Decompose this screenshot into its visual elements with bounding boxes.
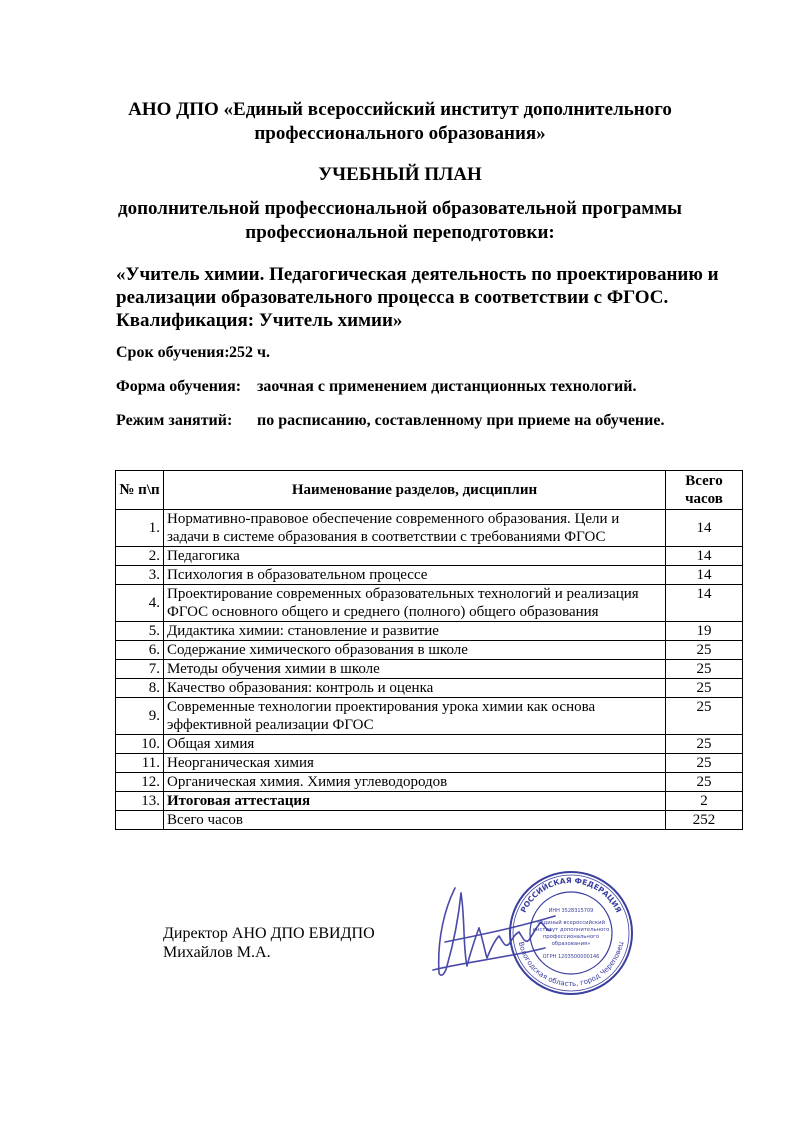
header-name: Наименование разделов, дисциплин bbox=[164, 471, 666, 510]
total-row bbox=[116, 811, 743, 830]
row-number: 11. bbox=[116, 754, 164, 773]
document-title: УЧЕБНЫЙ ПЛАН bbox=[318, 164, 482, 185]
svg-text:ИНН 3528315709: ИНН 3528315709 bbox=[548, 908, 594, 914]
director-block bbox=[163, 924, 375, 962]
table-row bbox=[116, 792, 743, 811]
row-hours: 25 bbox=[666, 754, 743, 773]
row-name: Итоговая аттестация bbox=[164, 792, 666, 811]
table-row bbox=[116, 585, 743, 622]
director-position: Директор АНО ДПО ЕВИДПО bbox=[163, 925, 375, 942]
program-title: «Учитель химии. Педагогическая деятельность по проектированию и реализации образовательного процесса в соответствии с ФГОС. Квалификация: Учитель химии» bbox=[116, 264, 719, 331]
row-name: Педагогика bbox=[164, 547, 666, 566]
row-name: Общая химия bbox=[164, 735, 666, 754]
program-type bbox=[0, 197, 800, 245]
table-header-row bbox=[116, 471, 743, 510]
row-name: Современные технологии проектирования урока химии как основа эффективной реализации ФГОС bbox=[164, 698, 666, 735]
row-number: 10. bbox=[116, 735, 164, 754]
mode-row bbox=[116, 411, 665, 431]
row-number: 6. bbox=[116, 641, 164, 660]
mode-value: по расписанию, составленному при приеме на обучение. bbox=[257, 412, 665, 429]
row-number: 9. bbox=[116, 698, 164, 735]
row-name: Качество образования: контроль и оценка bbox=[164, 679, 666, 698]
row-hours: 14 bbox=[666, 566, 743, 585]
table-row bbox=[116, 622, 743, 641]
row-number: 7. bbox=[116, 660, 164, 679]
total-hours: 252 bbox=[666, 811, 743, 830]
row-number: 2. bbox=[116, 547, 164, 566]
header-number: № п\п bbox=[116, 471, 164, 510]
row-name: Неорганическая химия bbox=[164, 754, 666, 773]
row-hours: 25 bbox=[666, 660, 743, 679]
total-empty-cell bbox=[116, 811, 164, 830]
row-name: Нормативно-правовое обеспечение современного образования. Цели и задачи в системе образования в соответствии с требованиями ФГОС bbox=[164, 510, 666, 547]
institute-name: АНО ДПО «Единый всероссийский институт дополнительного профессионального образования» bbox=[128, 99, 672, 144]
row-hours: 14 bbox=[666, 510, 743, 547]
curriculum-table bbox=[115, 470, 743, 830]
row-hours: 14 bbox=[666, 547, 743, 566]
table-row bbox=[116, 547, 743, 566]
svg-text:профессионального: профессионального bbox=[542, 934, 600, 940]
table-row bbox=[116, 679, 743, 698]
row-hours: 25 bbox=[666, 679, 743, 698]
row-number: 8. bbox=[116, 679, 164, 698]
row-hours: 25 bbox=[666, 773, 743, 792]
form-label: Форма обучения: bbox=[116, 378, 242, 395]
row-number: 13. bbox=[116, 792, 164, 811]
row-hours: 25 bbox=[666, 735, 743, 754]
table-row bbox=[116, 698, 743, 735]
duration-row bbox=[116, 343, 271, 363]
table-row bbox=[116, 510, 743, 547]
svg-text:ОГРН 1203500000146: ОГРН 1203500000146 bbox=[542, 954, 600, 960]
row-hours: 25 bbox=[666, 641, 743, 660]
svg-text:Вологодская область, город Чер: Вологодская область, город Череповец bbox=[516, 941, 626, 989]
table-row bbox=[116, 660, 743, 679]
row-number: 12. bbox=[116, 773, 164, 792]
table-row bbox=[116, 754, 743, 773]
table-row bbox=[116, 773, 743, 792]
row-name: Содержание химического образования в школе bbox=[164, 641, 666, 660]
form-row bbox=[116, 377, 637, 397]
table-row bbox=[116, 641, 743, 660]
table-row bbox=[116, 566, 743, 585]
duration-value: 252 ч. bbox=[229, 344, 271, 361]
row-name: Психология в образовательном процессе bbox=[164, 566, 666, 585]
svg-text:РОССИЙСКАЯ ФЕДЕРАЦИЯ: РОССИЙСКАЯ ФЕДЕРАЦИЯ bbox=[518, 875, 624, 915]
row-number: 3. bbox=[116, 566, 164, 585]
svg-text:«Единый всероссийский: «Единый всероссийский bbox=[536, 920, 606, 926]
program-type-text: дополнительной профессиональной образовательной программы профессиональной переподготовки: bbox=[117, 198, 683, 243]
row-name: Методы обучения химии в школе bbox=[164, 660, 666, 679]
header-hours: Всего часов bbox=[666, 471, 743, 510]
mode-label: Режим занятий: bbox=[116, 412, 233, 429]
row-name: Органическая химия. Химия углеводородов bbox=[164, 773, 666, 792]
row-hours: 2 bbox=[666, 792, 743, 811]
form-value: заочная с применением дистанционных технологий. bbox=[257, 378, 637, 395]
row-name: Дидактика химии: становление и развитие bbox=[164, 622, 666, 641]
stamp-image bbox=[506, 868, 636, 998]
row-hours: 25 bbox=[666, 698, 743, 735]
row-number: 1. bbox=[116, 510, 164, 547]
svg-text:образования»: образования» bbox=[551, 941, 591, 947]
total-label: Всего часов bbox=[164, 811, 666, 830]
table-row bbox=[116, 735, 743, 754]
row-number: 5. bbox=[116, 622, 164, 641]
director-name: Михайлов М.А. bbox=[163, 944, 271, 961]
row-hours: 19 bbox=[666, 622, 743, 641]
duration-label: Срок обучения: bbox=[116, 344, 230, 361]
row-name: Проектирование современных образовательных технологий и реализация ФГОС основного общего и среднего (полного) общего образования bbox=[164, 585, 666, 622]
institute-heading bbox=[0, 98, 800, 146]
row-number: 4. bbox=[116, 585, 164, 622]
row-hours: 14 bbox=[666, 585, 743, 622]
svg-text:институт дополнительного: институт дополнительного bbox=[532, 927, 610, 933]
